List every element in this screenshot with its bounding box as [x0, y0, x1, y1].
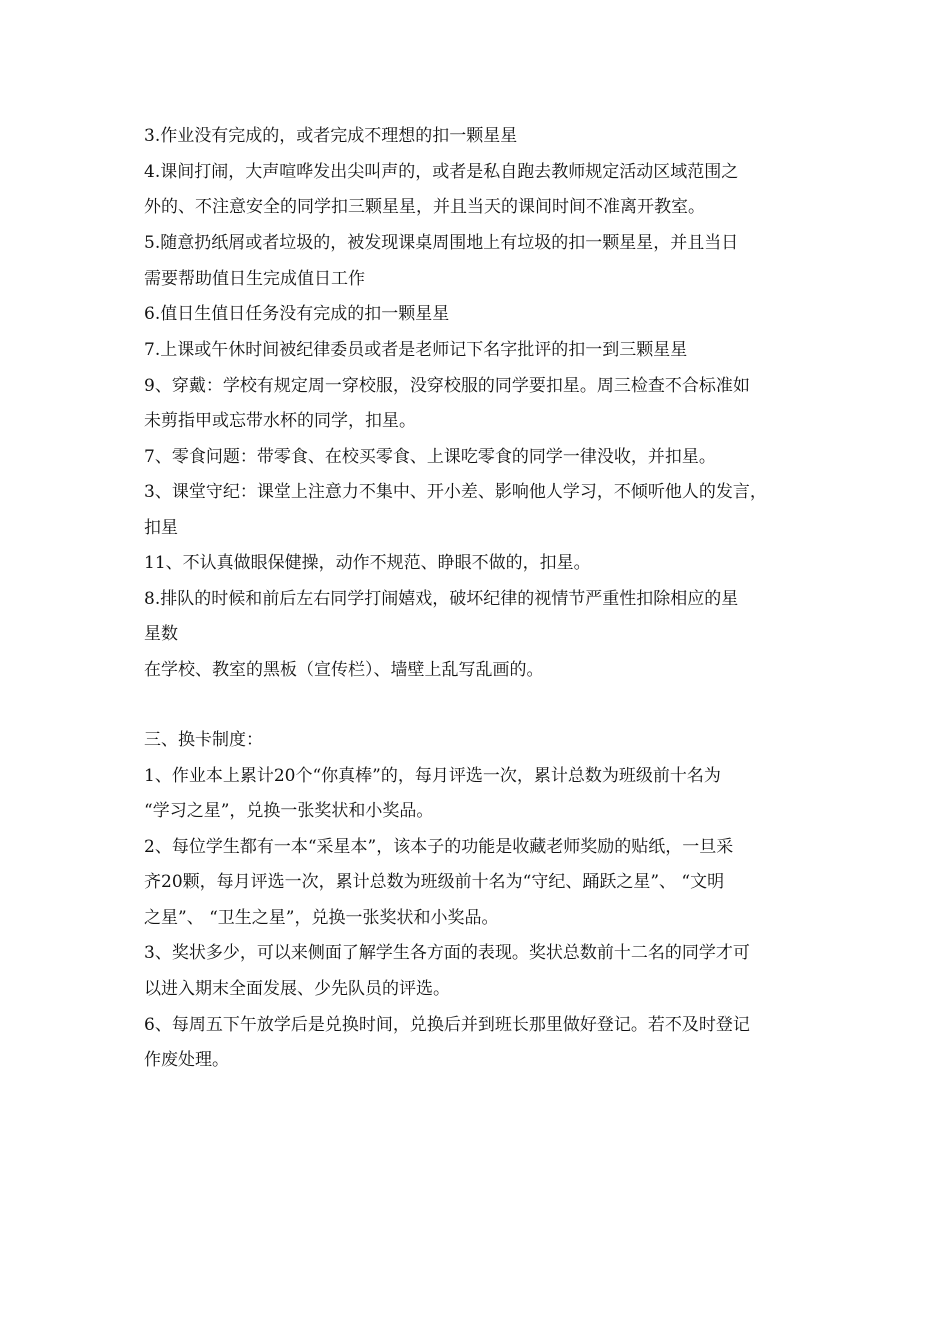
rule-line: 4.课间打闹，大声喧哗发出尖叫声的，或者是私自跑去教师规定活动区域范围之 [144, 162, 739, 182]
rule-line: 作废处理。 [144, 1050, 229, 1070]
rule-line: 7、零食问题：带零食、在校买零食、上课吃零食的同学一律没收，并扣星。 [144, 447, 716, 467]
rule-line: 需要帮助值日生完成值日工作 [144, 269, 365, 289]
rule-line: 1、作业本上累计20个“你真棒”的，每月评选一次，累计总数为班级前十名为 [144, 766, 721, 786]
rule-line: 6、每周五下午放学后是兑换时间，兑换后并到班长那里做好登记。若不及时登记 [144, 1015, 750, 1035]
rule-line: 9、穿戴：学校有规定周一穿校服，没穿校服的同学要扣星。周三检查不合标准如 [144, 376, 750, 396]
section-heading: 三、换卡制度： [144, 730, 263, 750]
rule-line: 8.排队的时候和前后左右同学打闹嬉戏，破坏纪律的视情节严重性扣除相应的星 [144, 589, 739, 609]
rule-line: 星数 [144, 624, 178, 644]
rule-line: 扣星 [144, 518, 178, 538]
rule-line: 5.随意扔纸屑或者垃圾的，被发现课桌周围地上有垃圾的扣一颗星星，并且当日 [144, 233, 739, 253]
rule-line: 3、奖状多少，可以来侧面了解学生各方面的表现。奖状总数前十二名的同学才可 [144, 943, 750, 963]
rule-line: 7.上课或午休时间被纪律委员或者是老师记下名字批评的扣一到三颗星星 [144, 340, 688, 360]
rule-line: 在学校、教室的黑板（宣传栏）、墙壁上乱写乱画的。 [144, 660, 544, 680]
rule-line: 未剪指甲或忘带水杯的同学，扣星。 [144, 411, 416, 431]
rule-line: 外的、不注意安全的同学扣三颗星星，并且当天的课间时间不准离开教室。 [144, 197, 705, 217]
rule-line: 2、每位学生都有一本“采星本”，该本子的功能是收藏老师奖励的贴纸，一旦采 [144, 837, 734, 857]
rule-line: 之星”、 “卫生之星”，兑换一张奖状和小奖品。 [144, 908, 499, 928]
rule-line: 以进入期末全面发展、少先队员的评选。 [144, 979, 450, 999]
rule-line: 3、课堂守纪：课堂上注意力不集中、开小差、影响他人学习，不倾听他人的发言， [144, 482, 767, 502]
rule-line: 齐20颗，每月评选一次，累计总数为班级前十名为“守纪、踊跃之星”、 “文明 [144, 872, 725, 892]
rule-line: 3.作业没有完成的，或者完成不理想的扣一颗星星 [144, 126, 518, 146]
rule-line: “学习之星”，兑换一张奖状和小奖品。 [144, 801, 434, 821]
rule-line: 11、不认真做眼保健操，动作不规范、睁眼不做的，扣星。 [144, 553, 591, 573]
rule-line: 6.值日生值日任务没有完成的扣一颗星星 [144, 304, 450, 324]
